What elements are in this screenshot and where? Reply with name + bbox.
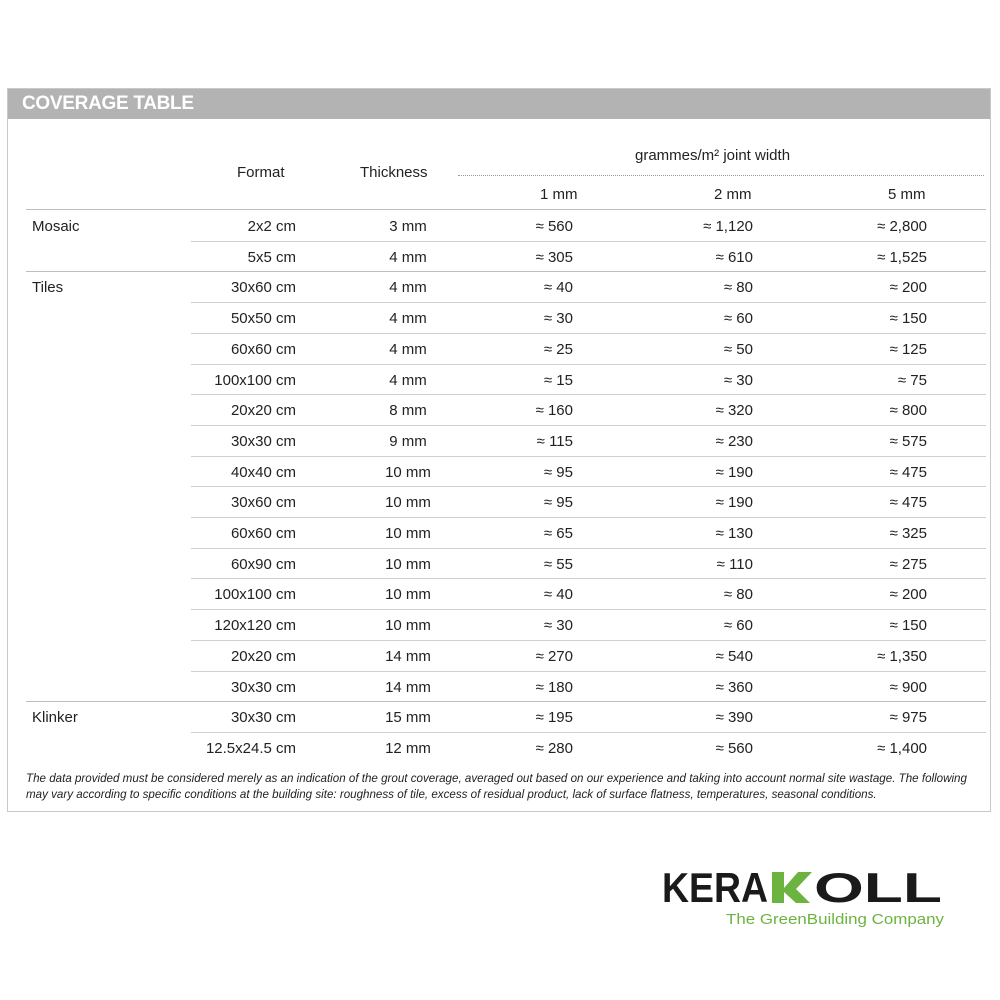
row-divider: [191, 548, 986, 549]
cell-1mm: ≈ 270: [535, 647, 573, 665]
cell-2mm: ≈ 320: [715, 402, 753, 420]
cell-2mm: ≈ 540: [715, 647, 753, 665]
cell-5mm: ≈ 150: [889, 617, 927, 635]
header-format: Format: [237, 164, 285, 181]
cell-2mm: ≈ 1,120: [703, 218, 753, 235]
row-divider: [26, 701, 986, 702]
row-divider: [191, 425, 986, 426]
cell-5mm: ≈ 125: [889, 340, 927, 358]
cell-thickness: 10 mm: [385, 617, 431, 635]
cell-2mm: ≈ 190: [715, 463, 753, 481]
row-divider: [191, 609, 986, 610]
cell-1mm: ≈ 160: [535, 402, 573, 420]
header-thickness: Thickness: [360, 164, 428, 181]
cell-1mm: ≈ 305: [535, 248, 573, 266]
cell-thickness: 4 mm: [389, 340, 427, 358]
cell-thickness: 10 mm: [385, 586, 431, 604]
cell-1mm: ≈ 65: [543, 525, 573, 542]
cell-2mm: ≈ 610: [715, 248, 753, 266]
cell-format: 5x5 cm: [247, 248, 296, 266]
cell-1mm: ≈ 95: [543, 463, 573, 481]
cell-2mm: ≈ 80: [723, 586, 753, 604]
cell-thickness: 4 mm: [389, 279, 427, 297]
row-divider: [191, 578, 986, 579]
cell-5mm: ≈ 475: [889, 494, 927, 512]
cell-1mm: ≈ 40: [543, 586, 573, 604]
logo-wordmark-right: OLL: [814, 864, 942, 911]
cell-2mm: ≈ 130: [715, 525, 753, 542]
row-divider: [191, 456, 986, 457]
row-divider: [191, 732, 986, 733]
cell-1mm: ≈ 195: [535, 709, 573, 727]
cell-1mm: ≈ 115: [536, 432, 573, 450]
cell-format: 20x20 cm: [230, 402, 296, 420]
cell-1mm: ≈ 30: [543, 617, 573, 635]
logo-wordmark-left: KERA: [662, 864, 768, 911]
header-1mm: 1 mm: [540, 186, 578, 203]
cell-format: 100x100 cm: [214, 586, 296, 604]
cell-5mm: ≈ 75: [897, 371, 927, 389]
cell-format: 100x100 cm: [214, 371, 296, 389]
cell-thickness: 15 mm: [385, 709, 431, 727]
cell-format: 30x60 cm: [230, 494, 296, 512]
logo-k-mark: [772, 872, 812, 903]
cell-1mm: ≈ 30: [543, 310, 573, 328]
cell-5mm: ≈ 325: [889, 525, 927, 542]
cell-1mm: ≈ 55: [543, 555, 573, 573]
cell-2mm: ≈ 560: [715, 739, 753, 757]
cell-thickness: 14 mm: [385, 678, 431, 696]
cell-5mm: ≈ 900: [889, 678, 927, 696]
coverage-table-panel: [7, 88, 991, 812]
cell-format: 30x30 cm: [230, 678, 296, 696]
row-divider: [191, 671, 986, 672]
cell-1mm: ≈ 95: [543, 494, 573, 512]
cell-1mm: ≈ 40: [543, 279, 573, 297]
header-joint-width: [635, 147, 790, 164]
row-divider: [191, 333, 986, 334]
cell-5mm: ≈ 1,525: [877, 248, 927, 266]
row-divider: [191, 302, 986, 303]
cell-thickness: 4 mm: [389, 371, 427, 389]
cell-format: 60x90 cm: [230, 555, 296, 573]
row-divider: [26, 271, 986, 272]
cell-thickness: 10 mm: [385, 525, 431, 542]
cell-1mm: ≈ 280: [535, 739, 573, 757]
cell-thickness: 8 mm: [389, 402, 427, 420]
cell-thickness: 10 mm: [385, 494, 431, 512]
cell-5mm: ≈ 200: [889, 279, 927, 297]
cell-thickness: 4 mm: [389, 310, 427, 328]
cell-1mm: ≈ 560: [535, 218, 573, 235]
cell-group: Mosaic: [32, 218, 80, 235]
cell-format: 120x120 cm: [214, 617, 296, 635]
cell-format: 50x50 cm: [230, 310, 296, 328]
cell-thickness: 14 mm: [385, 647, 431, 665]
cell-format: 30x60 cm: [230, 279, 296, 297]
cell-5mm: ≈ 575: [889, 432, 927, 450]
cell-format: 2x2 cm: [247, 218, 296, 235]
kerakoll-logo: [660, 862, 950, 932]
cell-1mm: ≈ 180: [535, 678, 573, 696]
header-divider: [458, 175, 984, 176]
cell-thickness: 9 mm: [389, 432, 427, 450]
cell-2mm: ≈ 390: [715, 709, 753, 727]
cell-5mm: ≈ 200: [889, 586, 927, 604]
cell-format: 30x30 cm: [230, 709, 296, 727]
cell-thickness: 10 mm: [385, 555, 431, 573]
cell-format: 40x40 cm: [230, 463, 296, 481]
cell-2mm: ≈ 230: [715, 432, 753, 450]
cell-5mm: ≈ 2,800: [877, 218, 927, 235]
cell-5mm: ≈ 800: [889, 402, 927, 420]
cell-2mm: ≈ 60: [723, 310, 753, 328]
cell-1mm: ≈ 15: [543, 371, 573, 389]
cell-5mm: ≈ 150: [889, 310, 927, 328]
cell-thickness: 10 mm: [385, 463, 431, 481]
cell-2mm: ≈ 30: [723, 371, 753, 389]
cell-group: Tiles: [32, 279, 64, 297]
footnote: The data provided must be considered merely as an indication of the grout coverage, averaged out based on our experience and taking into account normal site wastage. The following may vary according to specific conditions at the building site: roughness of tile, excess of residual product, lack of surface flatness, temperatures, seasonal conditions.: [26, 772, 967, 801]
row-divider: [191, 486, 986, 487]
cell-thickness: 3 mm: [389, 218, 427, 235]
cell-2mm: ≈ 50: [723, 340, 753, 358]
row-divider: [191, 394, 986, 395]
cell-2mm: ≈ 190: [715, 494, 753, 512]
cell-5mm: ≈ 475: [889, 463, 927, 481]
panel-title: COVERAGE TABLE: [8, 89, 990, 119]
cell-2mm: ≈ 80: [723, 279, 753, 297]
cell-format: 12.5x24.5 cm: [205, 739, 296, 757]
cell-5mm: ≈ 1,400: [877, 739, 927, 757]
logo-tagline: The GreenBuilding Company: [726, 911, 945, 928]
cell-thickness: 4 mm: [389, 248, 427, 266]
header-5mm: 5 mm: [888, 186, 926, 203]
row-divider: [191, 517, 986, 518]
cell-1mm: ≈ 25: [543, 340, 573, 358]
cell-format: 30x30 cm: [230, 432, 296, 450]
cell-5mm: ≈ 975: [889, 709, 927, 727]
cell-5mm: ≈ 1,350: [877, 647, 927, 665]
header-2mm: 2 mm: [714, 186, 752, 203]
cell-format: 60x60 cm: [230, 340, 296, 358]
cell-2mm: ≈ 110: [716, 555, 753, 573]
cell-2mm: ≈ 60: [723, 617, 753, 635]
cell-format: 60x60 cm: [230, 525, 296, 542]
header-joint-width-label: grammes/m² joint width: [635, 147, 791, 164]
row-divider: [191, 241, 986, 242]
cell-format: 20x20 cm: [230, 647, 296, 665]
cell-group: Klinker: [32, 709, 78, 727]
cell-5mm: ≈ 275: [889, 555, 927, 573]
cell-2mm: ≈ 360: [715, 678, 753, 696]
cell-thickness: 12 mm: [385, 739, 431, 757]
row-divider: [191, 640, 986, 641]
row-divider: [26, 209, 986, 210]
row-divider: [191, 364, 986, 365]
